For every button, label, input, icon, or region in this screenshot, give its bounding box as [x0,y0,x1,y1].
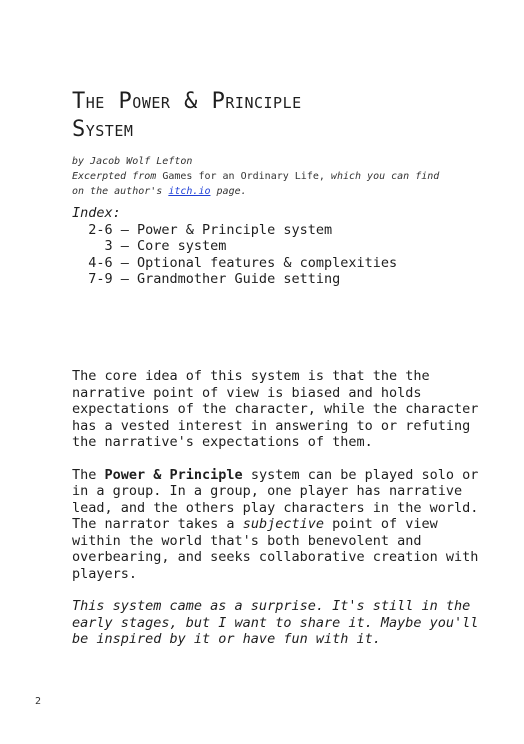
line3-prefix: on the author's [72,186,163,197]
index-list [72,205,397,288]
paragraph-play-modes [72,467,492,583]
excerpt-suffix: which you can find [330,171,440,182]
index-entry: 3 — Core system [72,238,227,254]
page-number: 2 [35,696,42,707]
index-label: Index: [72,205,121,221]
p2-text-b: system can be played solo or in a group. In a group, one player has narrative lead, and the others play characters in the world. The narrator takes a [72,466,479,532]
index-entry: 7-9 — Grandmother Guide setting [72,271,341,287]
excerpt-prefix: Excerpted from [72,171,157,182]
line3-suffix: page. [216,186,247,197]
index-entry: 4-6 — Optional features & complexities [72,254,398,271]
index-entry: 2-6 — Power & Principle system [72,221,333,238]
paragraph-core-idea: The core idea of this system is that the the narrative point of view is biased and holds expectations of the character, while the character has a vested interest in answering to or refuting the narrative's expectations of them. [72,368,479,450]
title-line-1: The Power & Principle [72,89,302,114]
p2-text-a: The [72,466,105,483]
byline [72,154,492,199]
subjective-italic: subjective [242,516,324,532]
author-credit: by Jacob Wolf Lefton [72,156,193,167]
book-title: Games for an Ordinary Life, [162,171,325,182]
page-title [72,88,302,144]
system-name-bold: Power & Principle [104,466,243,483]
p2-text-c: point of view within the world that's both benevolent and overbearing, and seeks collaborative creation with players. [72,516,479,582]
title-line-2: System [72,117,134,142]
body-text [72,368,492,664]
itch-io-link[interactable]: itch.io [168,186,211,197]
paragraph-closing-note: This system came as a surprise. It's still in the early stages, but I want to share it. Maybe you'll be inspired by it or have fun with it. [72,598,479,647]
